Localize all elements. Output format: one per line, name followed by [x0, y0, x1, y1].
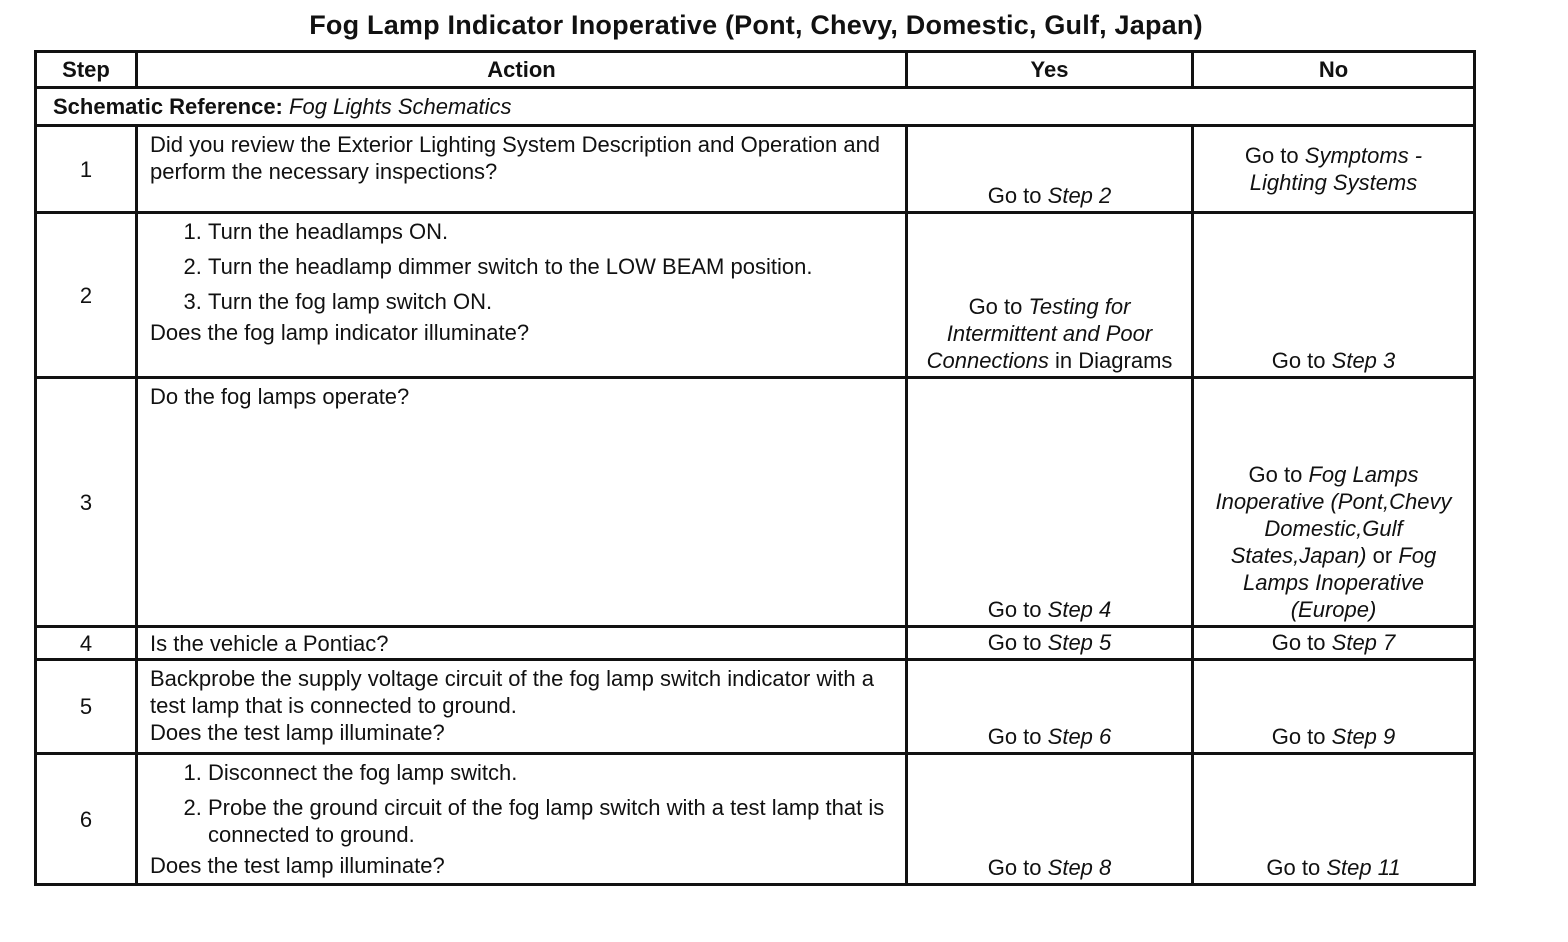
no-cell: [1193, 754, 1475, 885]
header-yes: Yes: [907, 52, 1193, 88]
action-question: Does the test lamp illuminate?: [150, 720, 445, 745]
no-cell: [1193, 660, 1475, 754]
action-text: Backprobe the supply voltage circuit of the fog lamp switch indicator with a test lamp that is connected to ground.: [150, 666, 874, 718]
no-cell: [1193, 627, 1475, 660]
schematic-reference-label: Schematic Reference:: [53, 94, 283, 119]
yes-link[interactable]: Testing for Intermittent and Poor Connections: [926, 294, 1153, 373]
table-row: [36, 660, 1475, 754]
schematic-reference-row: [36, 88, 1475, 126]
yes-cell: [907, 378, 1193, 627]
action-step: 1. Turn the headlamps ON.: [208, 218, 893, 245]
step-number: 3: [36, 378, 137, 627]
no-cell: [1193, 126, 1475, 213]
yes-prefix: Go to: [968, 294, 1023, 319]
action-step: 2. Probe the ground circuit of the fog lamp switch with a test lamp that is connected to ground.: [208, 794, 893, 848]
action-text: Is the vehicle a Pontiac?: [150, 630, 389, 656]
no-prefix: Go to: [1271, 724, 1326, 749]
table-row: [36, 126, 1475, 213]
action-cell: [137, 213, 907, 378]
step-number: 5: [36, 660, 137, 754]
action-cell: [137, 378, 907, 627]
table-row: [36, 213, 1475, 378]
no-link-secondary[interactable]: Fog Lamps Inoperative (Europe): [1243, 543, 1437, 622]
yes-cell: [907, 754, 1193, 885]
no-link[interactable]: Step 11: [1326, 855, 1401, 880]
yes-prefix: Go to: [987, 629, 1042, 655]
step-number: 2: [36, 213, 137, 378]
table-row: [36, 378, 1475, 627]
no-cell: [1193, 378, 1475, 627]
header-step: Step: [36, 52, 137, 88]
step-number: 1: [36, 126, 137, 213]
header-action: Action: [137, 52, 907, 88]
yes-cell: [907, 213, 1193, 378]
step-number: 6: [36, 754, 137, 885]
action-cell: [137, 660, 907, 754]
yes-suffix: in Diagrams: [1055, 348, 1173, 373]
yes-prefix: Go to: [987, 724, 1042, 749]
yes-cell: [907, 660, 1193, 754]
table-row: [36, 754, 1475, 885]
action-cell: [137, 754, 907, 885]
header-row: [36, 52, 1475, 88]
yes-cell: [907, 627, 1193, 660]
yes-link[interactable]: Step 5: [1047, 629, 1112, 655]
diagnostic-table: [34, 50, 1476, 886]
action-text: Did you review the Exterior Lighting System Description and Operation and perform the necessary inspections?: [150, 132, 881, 184]
action-steps-list: [150, 218, 893, 319]
action-steps-list: [150, 759, 893, 852]
action-step: 1. Disconnect the fog lamp switch.: [208, 759, 893, 786]
yes-link[interactable]: Step 6: [1047, 724, 1112, 749]
no-link[interactable]: Step 9: [1331, 724, 1396, 749]
action-step: 3. Turn the fog lamp switch ON.: [208, 288, 893, 315]
schematic-reference-cell: [36, 88, 1475, 126]
no-link[interactable]: Symptoms - Lighting Systems: [1249, 143, 1423, 195]
no-prefix: Go to: [1244, 143, 1299, 168]
schematic-reference-link[interactable]: Fog Lights Schematics: [289, 94, 512, 119]
no-cell: [1193, 213, 1475, 378]
no-prefix: Go to: [1248, 462, 1303, 487]
yes-link[interactable]: Step 4: [1047, 597, 1112, 622]
action-cell: [137, 627, 907, 660]
yes-prefix: Go to: [987, 597, 1042, 622]
action-question: Does the fog lamp indicator illuminate?: [150, 320, 530, 345]
no-link[interactable]: Fog Lamps Inoperative (Pont,Chevy Domestic,Gulf States,Japan): [1215, 462, 1452, 568]
step-number: 4: [36, 627, 137, 660]
no-link[interactable]: Step 3: [1331, 348, 1396, 373]
action-step: 2. Turn the headlamp dimmer switch to the LOW BEAM position.: [208, 253, 893, 280]
yes-cell: [907, 126, 1193, 213]
no-middle: or: [1372, 543, 1393, 568]
no-prefix: Go to: [1271, 348, 1326, 373]
no-link[interactable]: Step 7: [1331, 629, 1396, 655]
yes-prefix: Go to: [987, 183, 1042, 208]
table-row: [36, 627, 1475, 660]
page-title: Fog Lamp Indicator Inoperative (Pont, Chevy, Domestic, Gulf, Japan): [309, 10, 1203, 40]
no-prefix: Go to: [1271, 629, 1326, 655]
no-prefix: Go to: [1266, 855, 1321, 880]
yes-link[interactable]: Step 8: [1047, 855, 1112, 880]
action-cell: [137, 126, 907, 213]
action-question: Does the test lamp illuminate?: [150, 853, 445, 878]
action-text: Do the fog lamps operate?: [150, 384, 410, 409]
header-no: No: [1193, 52, 1475, 88]
yes-prefix: Go to: [987, 855, 1042, 880]
yes-link[interactable]: Step 2: [1047, 183, 1112, 208]
